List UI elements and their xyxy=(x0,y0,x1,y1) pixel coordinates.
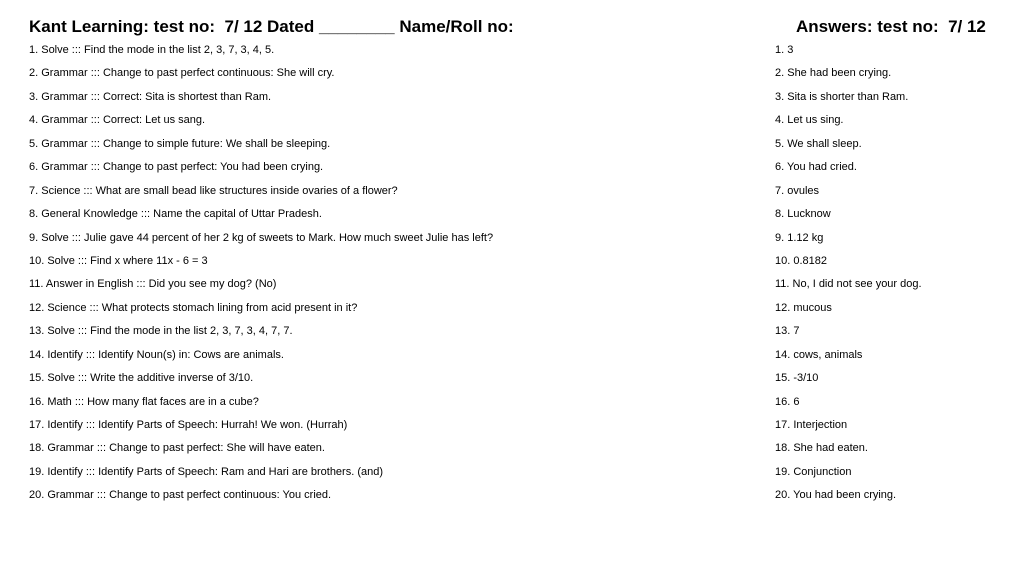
question-item: 15. Solve ::: Write the additive inverse of 3/10. xyxy=(29,372,254,385)
answer-item: 9. 1.12 kg xyxy=(775,231,824,244)
question-item: 5. Grammar ::: Change to simple future: We shall be sleeping. xyxy=(29,137,331,150)
question-item: 1. Solve ::: Find the mode in the list 2, 3, 7, 3, 4, 5. xyxy=(29,44,275,56)
answer-item: 6. You had cried. xyxy=(775,161,857,174)
answer-item: 14. cows, animals xyxy=(775,348,863,361)
answer-item: 18. She had eaten. xyxy=(775,442,868,455)
question-item: 6. Grammar ::: Change to past perfect: You had been crying. xyxy=(29,161,324,174)
question-item: 11. Answer in English ::: Did you see my dog? (No) xyxy=(29,278,277,291)
answer-item: 2. She had been crying. xyxy=(775,67,892,80)
question-item: 7. Science ::: What are small bead like structures inside ovaries of a flower? xyxy=(29,184,398,197)
question-item: 19. Identify ::: Identify Parts of Speech: Ram and Hari are brothers. (and) xyxy=(29,465,384,478)
question-item: 9. Solve ::: Julie gave 44 percent of her 2 kg of sweets to Mark. How much sweet Julie has left? xyxy=(29,231,494,244)
answer-item: 17. Interjection xyxy=(775,419,848,431)
question-item: 2. Grammar ::: Change to past perfect continuous: She will cry. xyxy=(29,67,335,80)
question-item: 13. Solve ::: Find the mode in the list 2, 3, 7, 3, 4, 7, 7. xyxy=(29,325,293,338)
answer-item: 19. Conjunction xyxy=(775,465,852,478)
answers-title: Answers: test no: 7/ 12 xyxy=(796,17,986,36)
answer-item: 10. 0.8182 xyxy=(775,254,827,267)
answer-item: 12. mucous xyxy=(775,301,832,314)
question-item: 10. Solve ::: Find x where 11x - 6 = 3 xyxy=(29,254,208,267)
question-item: 4. Grammar ::: Correct: Let us sang. xyxy=(29,114,206,127)
question-item: 20. Grammar ::: Change to past perfect continuous: You cried. xyxy=(29,489,332,502)
answer-item: 3. Sita is shorter than Ram. xyxy=(775,90,909,103)
answer-item: 15. -3/10 xyxy=(775,372,819,385)
answer-item: 4. Let us sing. xyxy=(775,114,844,127)
question-item: 18. Grammar ::: Change to past perfect: She will have eaten. xyxy=(29,442,325,455)
answer-item: 7. ovules xyxy=(775,184,820,197)
question-item: 12. Science ::: What protects stomach lining from acid present in it? xyxy=(29,301,358,314)
question-item: 3. Grammar ::: Correct: Sita is shortest than Ram. xyxy=(29,90,272,103)
question-item: 8. General Knowledge ::: Name the capital of Uttar Pradesh. xyxy=(29,208,322,221)
answer-item: 1. 3 xyxy=(775,44,794,56)
answer-item: 16. 6 xyxy=(775,395,800,408)
question-item: 14. Identify ::: Identify Noun(s) in: Cows are animals. xyxy=(29,348,284,361)
answer-item: 11. No, I did not see your dog. xyxy=(775,278,922,291)
worksheet-title: Kant Learning: test no: 7/ 12 Dated ________ Name/Roll no: xyxy=(29,17,514,36)
answer-item: 20. You had been crying. xyxy=(775,489,897,502)
answer-list xyxy=(775,40,1015,509)
question-list xyxy=(29,40,759,509)
question-item: 16. Math ::: How many flat faces are in a cube? xyxy=(29,395,259,408)
answer-item: 8. Lucknow xyxy=(775,208,831,221)
question-item: 17. Identify ::: Identify Parts of Speech: Hurrah! We won. (Hurrah) xyxy=(29,419,348,431)
answer-item: 13. 7 xyxy=(775,325,800,338)
answer-item: 5. We shall sleep. xyxy=(775,137,862,150)
